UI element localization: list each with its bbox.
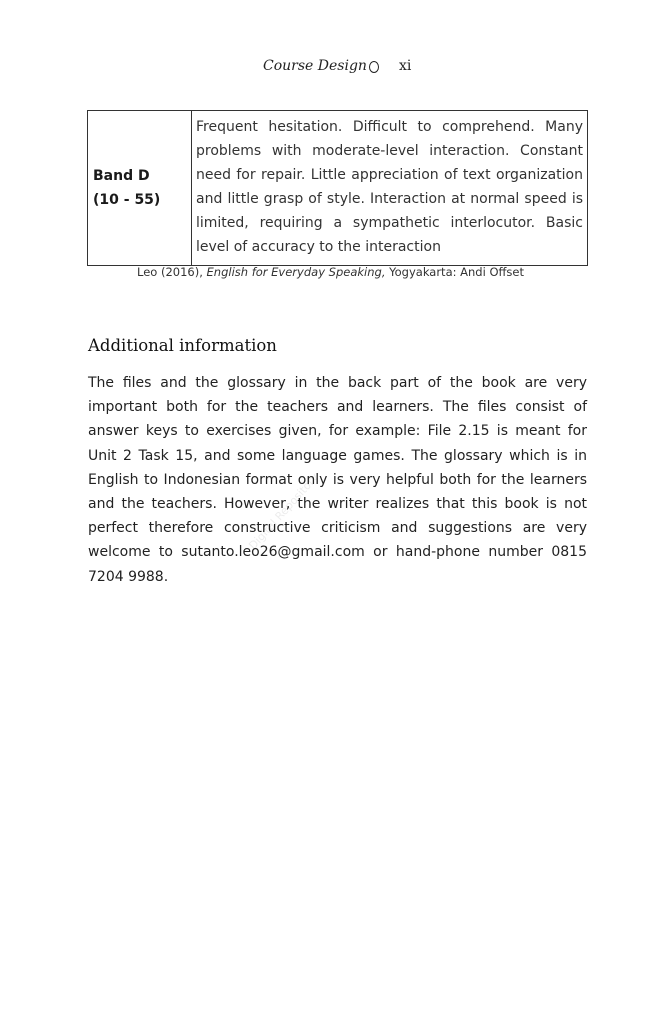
page-number: xi [399,58,412,74]
band-label-cell [88,111,192,266]
body-paragraph: The files and the glossary in the back part of the book are very important both for the teachers and learners. The files consist of answer keys to exercises given, for example: File 2.15 is meant for Unit 2 Task 15, and some language games. The glossary which is in English to Indonesian format only is very helpful both for the learners and the teachers. However, the writer realizes that this book is not perfect therefore constructive criticism and suggestions are very welcome to sutanto.leo26@gmail.com or hand-phone number 0815 7204 9988. [88,375,587,585]
band-name: Band D [93,168,150,184]
caption-prefix: Leo (2016), [136,265,207,279]
watermark: Digital Repository [246,470,322,553]
caption-book-title: English for Everyday Speaking, [206,265,386,279]
running-title: Course Design [263,58,367,74]
table-row [88,111,588,266]
caption-suffix: Yogyakarta: Andi Offset [385,265,525,279]
band-range: (10 - 55) [93,192,161,208]
table-caption [0,265,661,279]
band-table [87,110,588,266]
section-heading: Additional information [88,336,277,355]
band-description: Frequent hesitation. Difficult to comprehend. Many problems with moderate-level interaction. Constant need for repair. Little appreciation of text organization and little grasp of style. Interaction at normal speed is limited, requiring a sympathetic interlocutor. Basic level of accuracy to the interaction [192,111,588,266]
circle-bullet-icon [369,61,379,73]
